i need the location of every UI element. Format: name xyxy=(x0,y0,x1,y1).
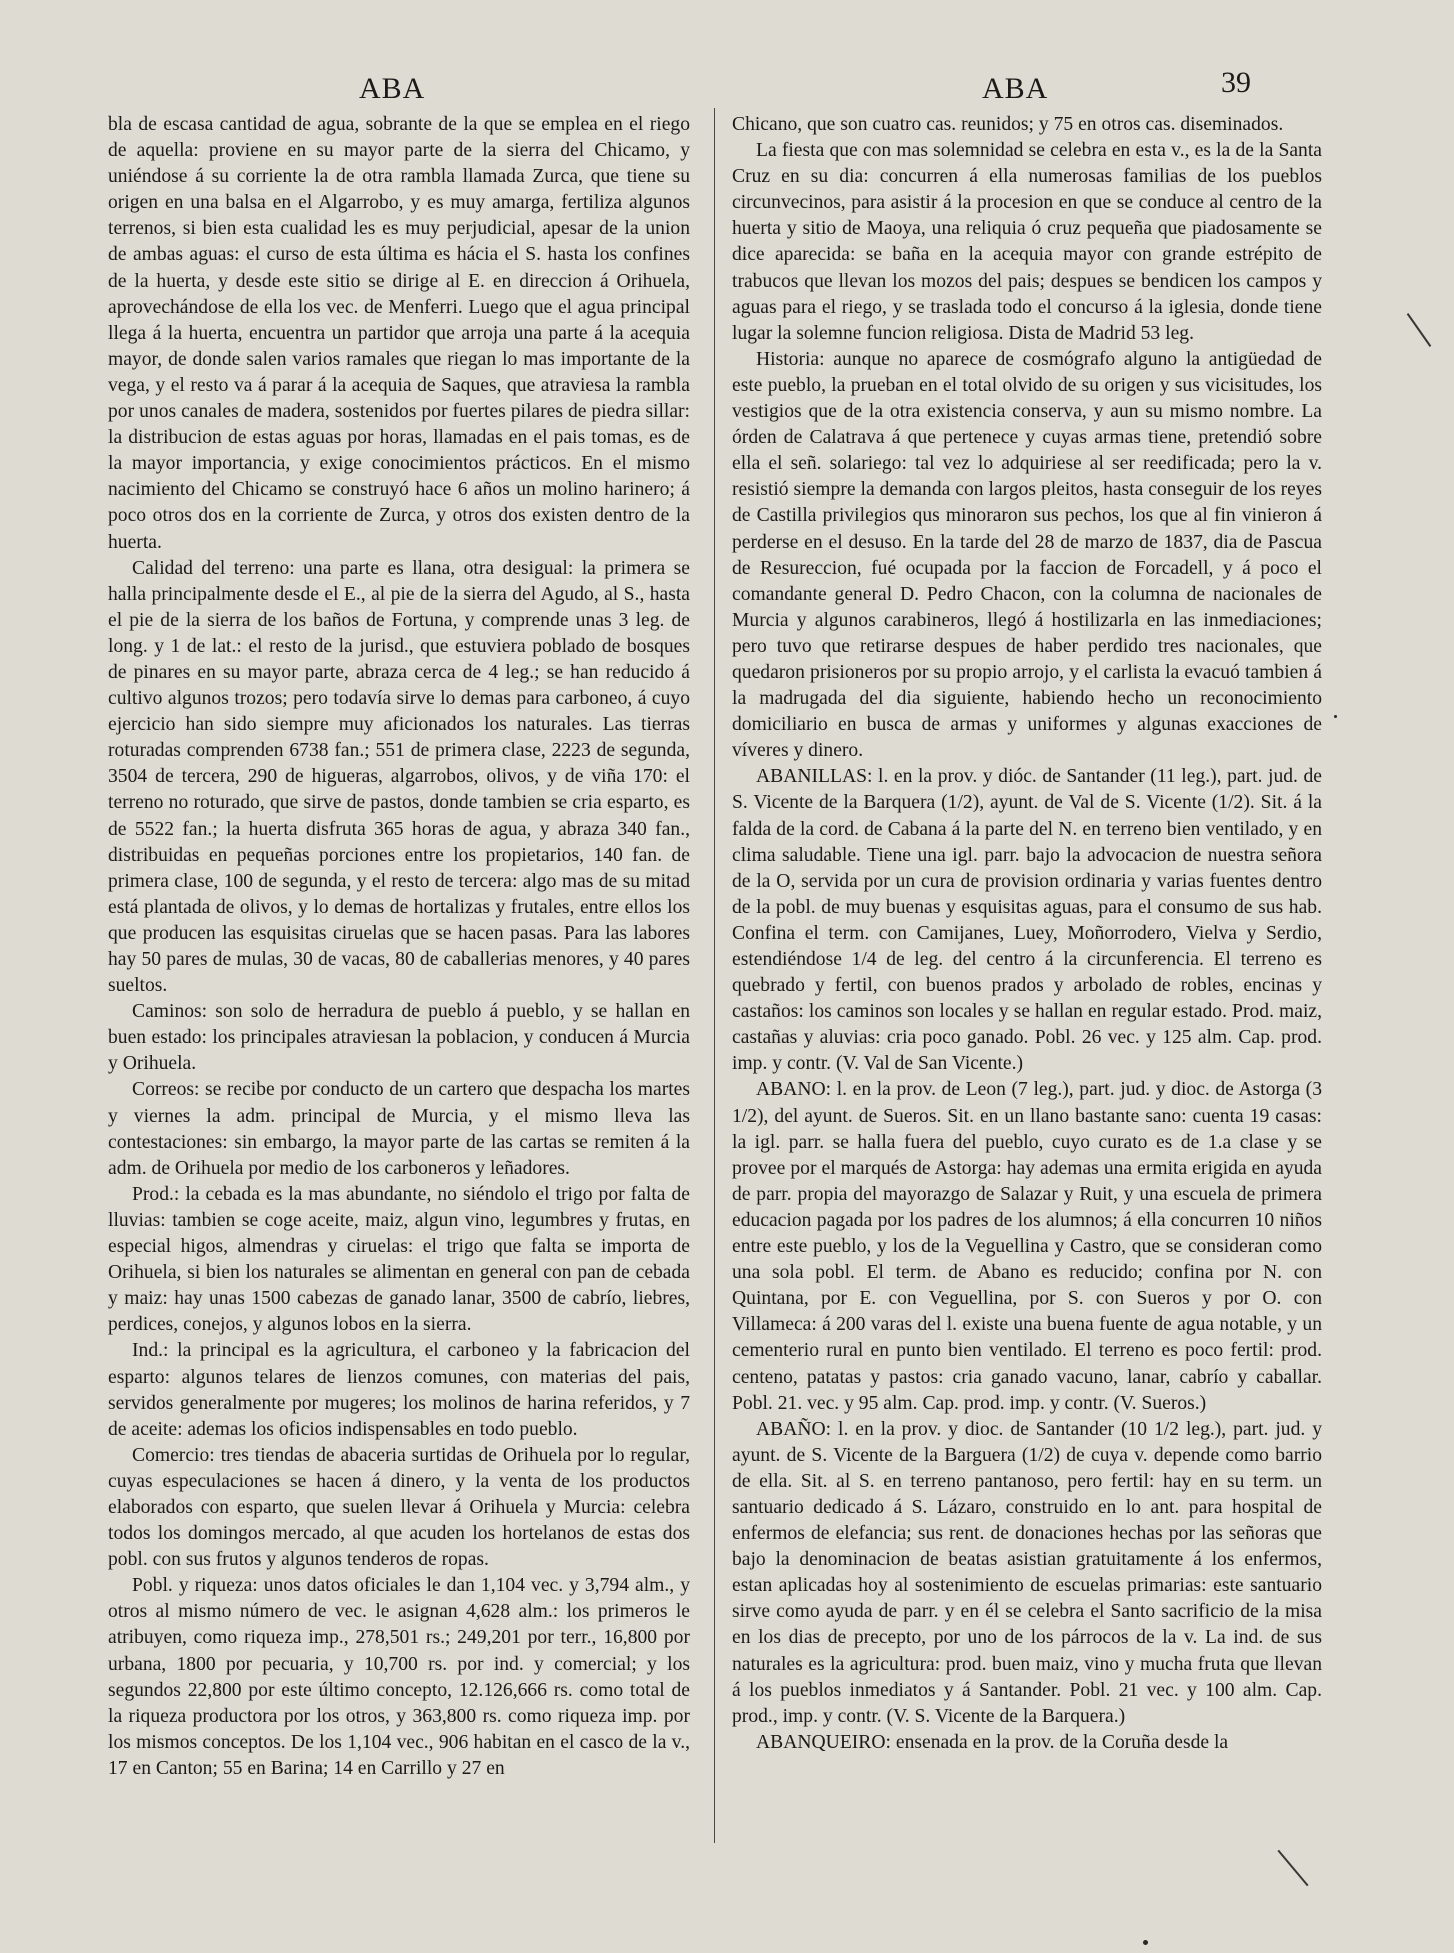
column-divider xyxy=(714,108,715,1843)
running-header-left: ABA xyxy=(359,72,426,105)
ink-speck xyxy=(1143,1940,1148,1945)
paragraph-pobl-riqueza: Pobl. y riqueza: unos datos oficiales le dan 1,104 vec. y 3,794 alm., y otros al mismo número de vec. le asignan 4,628 alm.: los primeros le atribuyen, como riqueza imp., 278,501 rs.; 249,201 por terr., 16,800 por urbana, 1800 por pecuaria, y 10,700 rs. por ind. y comercial; y los segundos 22,800 por este último concepto, 12.126,666 rs. como total de la riqueza productora por los otros, y 363,800 rs. como riqueza imp. por los mismos conceptos. De los 1,104 vec., 906 habitan en el casco de la v., 17 en Canton; 55 en Barina; 14 en Carrillo y 27 en xyxy=(108,1575,690,1779)
paragraph-continuation: bla de escasa cantidad de agua, sobrante de la que se emplea en el riego de aquella: proviene en su mayor parte de la sierra del Chicamo, y uniéndose á su corriente la de otra rambla llamada Zurca, que tiene su origen en una balsa en el Algarrobo, y es muy amarga, fertiliza algunos terrenos, si bien esta cualidad les es muy perjudicial, apesar de la union de ambas aguas: el curso de esta última es hácia el S. hasta los confines de la huerta, y desde este sitio se dirige al E. en direccion á Orihuela, aprovechándose de ella los vec. de Menferri. Luego que el agua principal llega á la huerta, encuentra un partidor que arroja una parte á la acequia mayor, de donde salen varios ramales que riegan lo mas importante de la vega, y el resto va á parar á la acequia de Saques, que atraviesa la rambla por unos canales de madera, sostenidos por fuertes pilares de piedra sillar: la distribucion de estas aguas por horas, llamadas en el pais tomas, es de la mayor importancia, y exige conocimientos prácticos. En el mismo nacimiento del Chicamo se construyó hace 6 años un molino harinero; á poco otros dos en la corriente de Zurca, y otros dos existen dentro de la huerta. xyxy=(108,114,690,553)
right-column xyxy=(732,112,1322,1756)
margin-scratch-mark xyxy=(1277,1850,1308,1887)
paragraph-fiesta: La fiesta que con mas solemnidad se celebra en esta v., es la de la Santa Cruz en su dia: concurren á ella numerosas familias de los pueblos circunvecinos, para asistir á la procesion en que se conduce al centro de la huerta y sitio de Maoya, una reliquia ó cruz pequeña que piadosamente se dice aparecida: se baña en la acequia mayor con grande estrépito de trabucos que llevan los mozos del pais; despues se bendicen los campos y aguas para el riego, y se traslada todo el concurso á la iglesia, donde tiene lugar la solemne funcion religiosa. Dista de Madrid 53 leg. xyxy=(732,140,1322,344)
left-column xyxy=(108,112,690,1782)
entry-abano: ABANO: l. en la prov. de Leon (7 leg.), part. jud. y dioc. de Astorga (3 1/2), del ayunt. de Sueros. Sit. en un llano bastante sano: cuenta 19 casas: la igl. parr. se halla fuera del pueblo, cuyo curato es de 1.a clase y se provee por el marqués de Astorga: hay ademas una ermita erigida en ayuda de parr. propia del mayorazgo de Salazar y Ruit, y una escuela de primera educacion pagada por los padres de los alumnos; á ella concurren 10 niños entre este pueblo, y los de la Veguellina y Castro, que se consideran como una sola pobl. El term. de Abano es reducido; confina por N. con Quintana, por E. con Veguellina, por S. con Sueros y por O. con Villameca: á 200 varas del l. existe una buena fuente de agua notable, y un cementerio rural en punto bien ventilado. El terreno es poco fertil: prod. centeno, patatas y pastos: cria ganado vacuno, lanar, cabrío y caballar. Pobl. 21. vec. y 95 alm. Cap. prod. imp. y contr. (V. Sueros.) xyxy=(732,1079,1322,1414)
entry-abanillas: ABANILLAS: l. en la prov. y dióc. de Santander (11 leg.), part. jud. de S. Vicente de la Barquera (1/2), ayunt. de Val de S. Vicente (1/2). Sit. á la falda de la cord. de Cabana á la parte del N. en terreno bien ventilado, y en clima saludable. Tiene una igl. parr. bajo la advocacion de nuestra señora de la O, servida por un cura de provision ordinaria y varias fuentes dentro de la pobl. de muy buenas y esquisitas aguas, para el consumo de sus hab. Confina el term. con Camijanes, Luey, Moñorrodero, Vielva y Serdio, estendiéndose 1/4 de leg. del centro á la circunferencia. El terreno es quebrado y fertil, con buenos prados y arbolado de robles, encinas y castaños: los caminos son locales y se hallan en regular estado. Prod. maiz, castañas y aluvias: cria poco ganado. Pobl. 26 vec. y 125 alm. Cap. prod. imp. y contr. (V. Val de San Vicente.) xyxy=(732,766,1322,1075)
margin-scratch-mark xyxy=(1407,313,1432,347)
paragraph-historia: Historia: aunque no aparece de cosmógrafo alguno la antigüedad de este pueblo, la prueban en el total olvido de su origen y sus vicisitudes, los vestigios que de la otra existencia conserva, y aun su mismo nombre. La órden de Calatrava á que pertenece y cuyas armas tiene, pretendió sobre ella el señ. solariego: tal vez lo adquiriese al ser reedificada; pero la v. resistió siempre la demanda con largos pleitos, hasta conseguir de los reyes de Castilla privilegios qus minoraron sus pechos, los que al fin vinieron á perderse en el desuso. En la tarde del 28 de marzo de 1837, dia de Pascua de Resureccion, fué ocupada por la faccion de Forcadell, y á poco el comandante general D. Pedro Chacon, con la columna de nacionales de Murcia y algunos carabineros, llegó á hostilizarla en las inmediaciones; pero tuvo que retirarse despues de haber perdido tres nacionales, que quedaron prisioneros por su propio arrojo, y el carlista la evacuó tambien á la madrugada del dia siguiente, habiendo hecho un reconocimiento domiciliario en busca de armas y uniformes y algunas exacciones de víveres y dinero. xyxy=(732,348,1322,762)
ink-speck xyxy=(1334,715,1337,718)
entry-abano-tilde: ABAÑO: l. en la prov. y dioc. de Santander (10 1/2 leg.), part. jud. y ayunt. de S. Vicente de la Barguera (1/2) de cuya v. depende como barrio de ella. Sit. al S. en terreno pantanoso, pero fertil: hay en su term. un santuario dedicado á S. Lázaro, construido en lo ant. para hospital de enfermos de elefancia; sus rent. de donaciones hechas por las señoras que bajo la denominacion de beatas asistian gratuitamente á los enfermos, estan aplicadas hoy al sostenimiento de escuelas primarias: este santuario sirve como ayuda de parr. y en él se celebra el Santo sacrificio de la misa en los dias de precepto, por uno de los párrocos de la v. La ind. de sus naturales es la agricultura: prod. buen maiz, vino y mucha fruta que llevan á los pueblos inmediatos y á Santander. Pobl. 21 vec. y 100 alm. Cap. prod., imp. y contr. (V. S. Vicente de la Barquera.) xyxy=(732,1418,1322,1727)
paragraph-continuation-right: Chicano, que son cuatro cas. reunidos; y 75 en otros cas. diseminados. xyxy=(732,114,1284,135)
entry-abanqueiro: ABANQUEIRO: ensenada en la prov. de la Coruña desde la xyxy=(756,1731,1229,1753)
paragraph-correos: Correos: se recibe por conducto de un cartero que despacha los martes y viernes la adm. principal de Murcia, y el mismo lleva las contestaciones: sin embargo, la mayor parte de las cartas se remiten á la adm. de Orihuela por medio de los carboneros y leñadores. xyxy=(108,1079,690,1179)
running-header-right: ABA xyxy=(982,72,1049,105)
paragraph-ind: Ind.: la principal es la agricultura, el carboneo y la fabricacion del esparto: algunos telares de lienzos comunes, con materias del pais, servidos generalmente por mugeres; los molinos de harina referidos, y 7 de aceite: ademas los oficios indispensables en todo pueblo. xyxy=(108,1340,690,1440)
paragraph-caminos: Caminos: son solo de herradura de pueblo á pueblo, y se hallan en buen estado: los principales atraviesan la poblacion, y conducen á Murcia y Orihuela. xyxy=(108,1001,690,1075)
paragraph-calidad-terreno: Calidad del terreno: una parte es llana, otra desigual: la primera se halla principalmente desde el E., al pie de la sierra del Agudo, al S., hasta el pie de la sierra de los baños de Fortuna, y comprende unas 3 leg. de long. y 1 de lat.: el resto de la jurisd., que estuviera poblado de bosques de pinares en su mayor parte, abraza cerca de 4 leg.; se han reducido á cultivo algunos trozos; pero todavía sirve lo demas para carboneo, á cuyo ejercicio han sido siempre muy aficionados los naturales. Las tierras roturadas comprenden 6738 fan.; 551 de primera clase, 2223 de segunda, 3504 de tercera, 290 de higueras, algarrobos, olivos, y de viña 170: el terreno no roturado, que sirve de pastos, donde tambien se cria esparto, es de 5522 fan.; la huerta disfruta 365 horas de agua, y abraza 340 fan., distribuidas en pequeñas porciones entre los propietarios, 140 fan. de primera clase, 100 de segunda, y el resto de tercera: algo mas de su mitad está plantada de olivos, y lo demas de hortalizas y frutales, entre ellos los que producen las esquisitas ciruelas que se hacen pasas. Para las labores hay 50 pares de mulas, 30 de vacas, 80 de caballerias menores, y 40 pares sueltos. xyxy=(108,557,690,997)
paragraph-prod: Prod.: la cebada es la mas abundante, no siéndolo el trigo por falta de lluvias: tambien se coge aceite, maiz, algun vino, legumbres y frutas, en especial higos, almendras y ciruelas: el trigo que falta se importa de Orihuela, si bien los naturales se alimentan en general con pan de cebada y maiz: hay unas 1500 cabezas de ganado lanar, 3500 de cabrío, liebres, perdices, conejos, y algunos lobos en la sierra. xyxy=(108,1183,690,1336)
paragraph-comercio: Comercio: tres tiendas de abaceria surtidas de Orihuela por lo regular, cuyas especulaciones se hacen á dinero, y la venta de los productos elaborados con esparto, que suelen llevar á Orihuela y Murcia: celebra todos los domingos mercado, al que acuden los hortelanos de estas dos pobl. con sus frutos y algunos tenderos de ropas. xyxy=(108,1444,690,1571)
page-number: 39 xyxy=(1221,66,1251,99)
